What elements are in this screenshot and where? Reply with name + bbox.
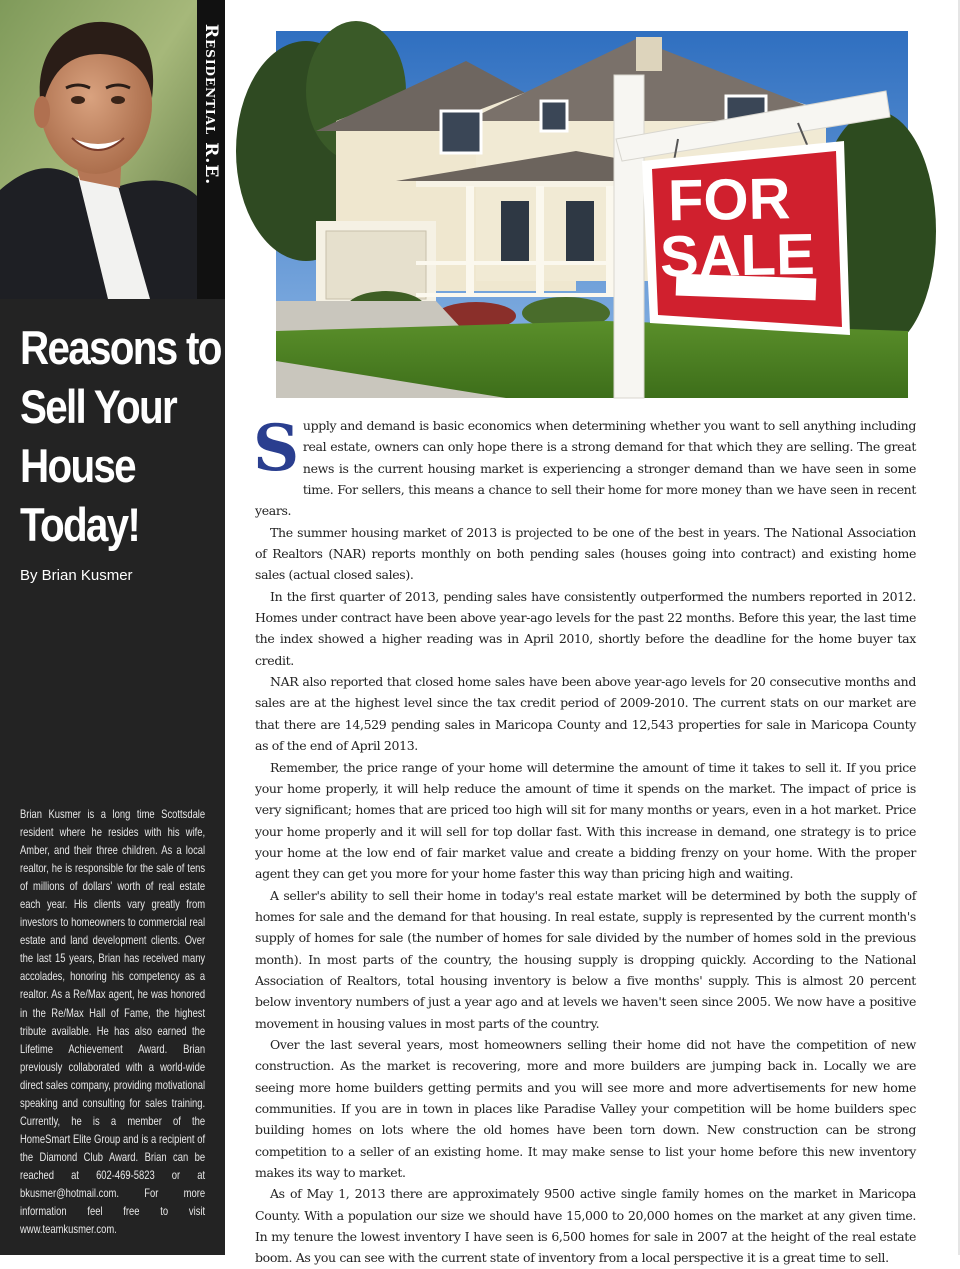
article-paragraph: A seller's ability to sell their home in today's real estate market will be determined by both the supply of homes for sale and the demand for that housing. In real estate, supply is represented by the current month's supply of homes for sale (the number of homes for sale divided by the number of homes sold in the previous month). In most parts of the country, the housing supply is dropping quickly. According to the National Association of Realtors, total housing inventory is below a five months' supply. This is almost 20 percent below inventory numbers of just a year ago and at levels we haven't seen since 2005. We now have a positive movement in housing values in most parts of the country.: [255, 887, 916, 1031]
hero-photo: [276, 31, 908, 398]
article-paragraph: [253, 411, 916, 522]
article-paragraph: In the first quarter of 2013, pending sales have consistently outperformed the numbers reported in 2012. Homes under contract have been above year-ago levels for the past 22 months. Before this year, the last time the index showed a higher reading was in April 2010, shortly before the deadline for the home buyer tax credit.: [255, 588, 916, 668]
article-paragraph: The summer housing market of 2013 is projected to be one of the best in years. The National Association of Realtors (NAR) reports monthly on both pending sales (houses going into contract) and existing home sales (actual closed sales).: [255, 524, 916, 583]
section-label: Residential R.E.: [201, 24, 221, 186]
drop-cap: S: [253, 411, 299, 486]
sign-text-line2: SALE: [659, 221, 816, 290]
article-paragraph: As of May 1, 2013 there are approximately 9500 active single family homes on the market in Maricopa County. With a population our size we should have 15,000 to 20,000 homes on the market at any given time. In my tenure the lowest inventory I have seen is 6,500 homes for sale in 2007 at the height of the real estate boom. As you can see with the current state of inventory from a local perspective it is a great time to sell.: [255, 1186, 916, 1266]
author-byline: By Brian Kusmer: [20, 567, 133, 584]
headline-line: Today!: [20, 498, 140, 551]
article-paragraph: Remember, the price range of your home will determine the amount of time it takes to sell it. If you price your home properly, it will help reduce the amount of time it spends on the market. The impact of price is very significant; homes that are priced too high will sit for many months or years, even in a hot market. Price your home properly and it will sell for top dollar fast. With this increase in demand, one strategy is to price your home at the low end of fair market value and create a bidding frenzy on your home. With the proper agent they can get you more for your home faster this way than pricing high and waiting.: [255, 759, 916, 882]
article-body: [253, 411, 916, 1269]
headline-line: Sell Your: [20, 380, 176, 433]
sidebar: [0, 0, 225, 1255]
article-paragraph: Over the last several years, most homeowners selling their home did not have the competition of new construction. As the market is recovering, more and more builders are jumping back in. Locally we are seeing more home builders getting permits and you will see more and more advertisements for new home communities. If you are in town in places like Paradise Valley your competition will be home builders spec building homes on lots where the old homes have been torn down. New construction can be strong competition to a seller of an existing home. It may make sense to list your home before this new inventory makes its way to market.: [255, 1036, 916, 1181]
headline-line: Reasons to: [20, 321, 221, 374]
section-tab: [197, 0, 225, 299]
author-bio: Brian Kusmer is a long time Scottsdale resident where he resides with his wife, Amber, and their three children. As a local realtor, he is responsible for the sale of tens of millions of dollars' worth of real estate each year. His clients vary greatly from investors to homeowners to commercial real estate and land development clients. Over the last 15 years, Brian has received many accolades, honoring his competency as a realtor. As a Re/Max agent, he was honored in the Re/Max Hall of Fame, the highest tribute available. He has also earned the Lifetime Achievement Award. Brian previously collaborated with a world-wide direct sales company, providing motivational speaking and consulting for sales training. Currently, he is a member of the HomeSmart Elite Group and is a recipient of the Diamond Club Award. Brian can be reached at 602-469-5823 or at bkusmer@hotmail.com. For more information feel free to visit www.teamkusmer.com.: [20, 808, 206, 1237]
paragraph-text: upply and demand is basic economics when determining whether you want to sell anything including real estate, owners can only hope there is a strong demand for that which they are selling. The great news is the current housing market is experiencing a stronger demand than we have seen in some time. For sellers, this means a chance to sell their home for more money than we have seen in recent years.: [255, 418, 916, 519]
author-portrait: [0, 0, 197, 299]
article-paragraph: NAR also reported that closed home sales have been above year-ago levels for 20 consecutive months and sales are at the highest level since the tax credit period of 2009-2010. The current stats on our market are that there are 14,529 pending sales in Maricopa County and 12,543 properties for sale in Maricopa County as of the end of April 2013.: [255, 674, 916, 754]
sign-text-line1: FOR: [667, 166, 791, 234]
article-headline: [20, 318, 221, 554]
headline-line: House: [20, 439, 135, 492]
